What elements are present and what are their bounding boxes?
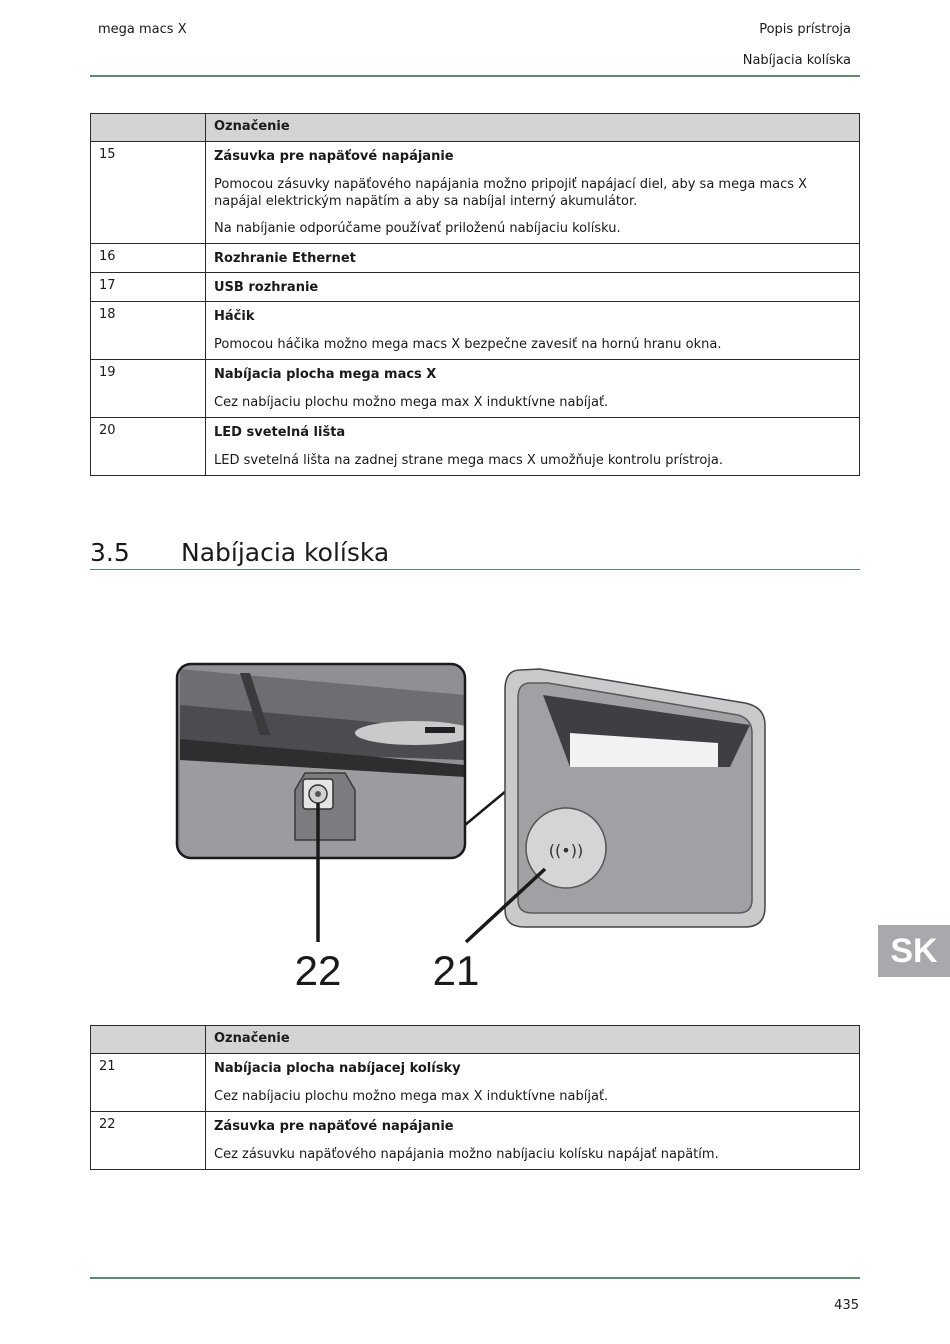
section-heading: [90, 538, 860, 570]
callout-label-21: 21: [432, 947, 480, 994]
row-title: Nabíjacia plocha nabíjacej kolísky: [214, 1061, 461, 1076]
row-content: [206, 1112, 860, 1170]
row-content: [206, 360, 860, 418]
header-cell-empty: [91, 114, 206, 142]
row-content: [206, 273, 860, 302]
row-text: Pomocou háčika možno mega macs X bezpečne zavesiť na hornú hranu okna.: [214, 337, 722, 352]
table-designation-2: [90, 1025, 860, 1170]
row-text: Na nabíjanie odporúčame používať priloženú nabíjaciu kolísku.: [214, 221, 621, 236]
header-chapter-line1: Popis prístroja: [759, 22, 851, 37]
header-rule: [90, 75, 860, 77]
row-content: [206, 418, 860, 476]
table-row: [91, 273, 860, 302]
row-number: 22: [91, 1112, 206, 1170]
socket-detail-view: [170, 655, 475, 865]
row-number: 18: [91, 302, 206, 360]
header-cell-label: Označenie: [206, 1026, 860, 1054]
row-title: Zásuvka pre napäťové napájanie: [214, 1119, 454, 1134]
header-cell-empty: [91, 1026, 206, 1054]
row-title: Nabíjacia plocha mega macs X: [214, 367, 437, 382]
table-row: [91, 1054, 860, 1112]
row-text: Cez zásuvku napäťového napájania možno nabíjaciu kolísku napájať napätím.: [214, 1147, 719, 1162]
row-text: LED svetelná lišta na zadnej strane mega macs X umožňuje kontrolu prístroja.: [214, 453, 723, 468]
header-chapter: [743, 14, 851, 76]
row-title: Rozhranie Ethernet: [214, 251, 356, 266]
row-number: 16: [91, 244, 206, 273]
table-header-row: [91, 1026, 860, 1054]
row-content: [206, 1054, 860, 1112]
cradle-view: [505, 669, 765, 927]
callout-label-22: 22: [294, 947, 342, 994]
row-title: Zásuvka pre napäťové napájanie: [214, 149, 454, 164]
charging-cradle-figure: [170, 655, 770, 995]
row-title: USB rozhranie: [214, 280, 319, 295]
row-number: 21: [91, 1054, 206, 1112]
header-cell-label: Označenie: [206, 114, 860, 142]
header-product: mega macs X: [98, 22, 187, 37]
table-row: [91, 244, 860, 273]
table-designation-1: [90, 113, 860, 476]
row-number: 20: [91, 418, 206, 476]
table-row: [91, 142, 860, 244]
table-row: [91, 360, 860, 418]
row-number: 17: [91, 273, 206, 302]
section-number: 3.5: [90, 538, 130, 567]
row-number: 19: [91, 360, 206, 418]
row-content: [206, 142, 860, 244]
row-text: Cez nabíjaciu plochu možno mega max X induktívne nabíjať.: [214, 1089, 609, 1104]
row-content: [206, 244, 860, 273]
row-title: Háčik: [214, 309, 255, 324]
table-row: [91, 418, 860, 476]
section-title: Nabíjacia kolíska: [181, 538, 390, 567]
table-row: [91, 302, 860, 360]
row-title: LED svetelná lišta: [214, 425, 346, 440]
header-chapter-line2: Nabíjacia kolíska: [742, 53, 851, 68]
footer-rule: [90, 1277, 860, 1279]
language-tab: SK: [878, 925, 950, 977]
page-number: 435: [834, 1298, 859, 1313]
row-number: 15: [91, 142, 206, 244]
svg-text:((•)): ((•)): [548, 841, 584, 860]
row-content: [206, 302, 860, 360]
row-text: Pomocou zásuvky napäťového napájania možno pripojiť napájací diel, aby sa mega macs X napájal elektrickým napätím a aby sa nabíjal interný akumulátor.: [214, 177, 808, 209]
table-row: [91, 1112, 860, 1170]
row-text: Cez nabíjaciu plochu možno mega max X induktívne nabíjať.: [214, 395, 609, 410]
table-header-row: [91, 114, 860, 142]
